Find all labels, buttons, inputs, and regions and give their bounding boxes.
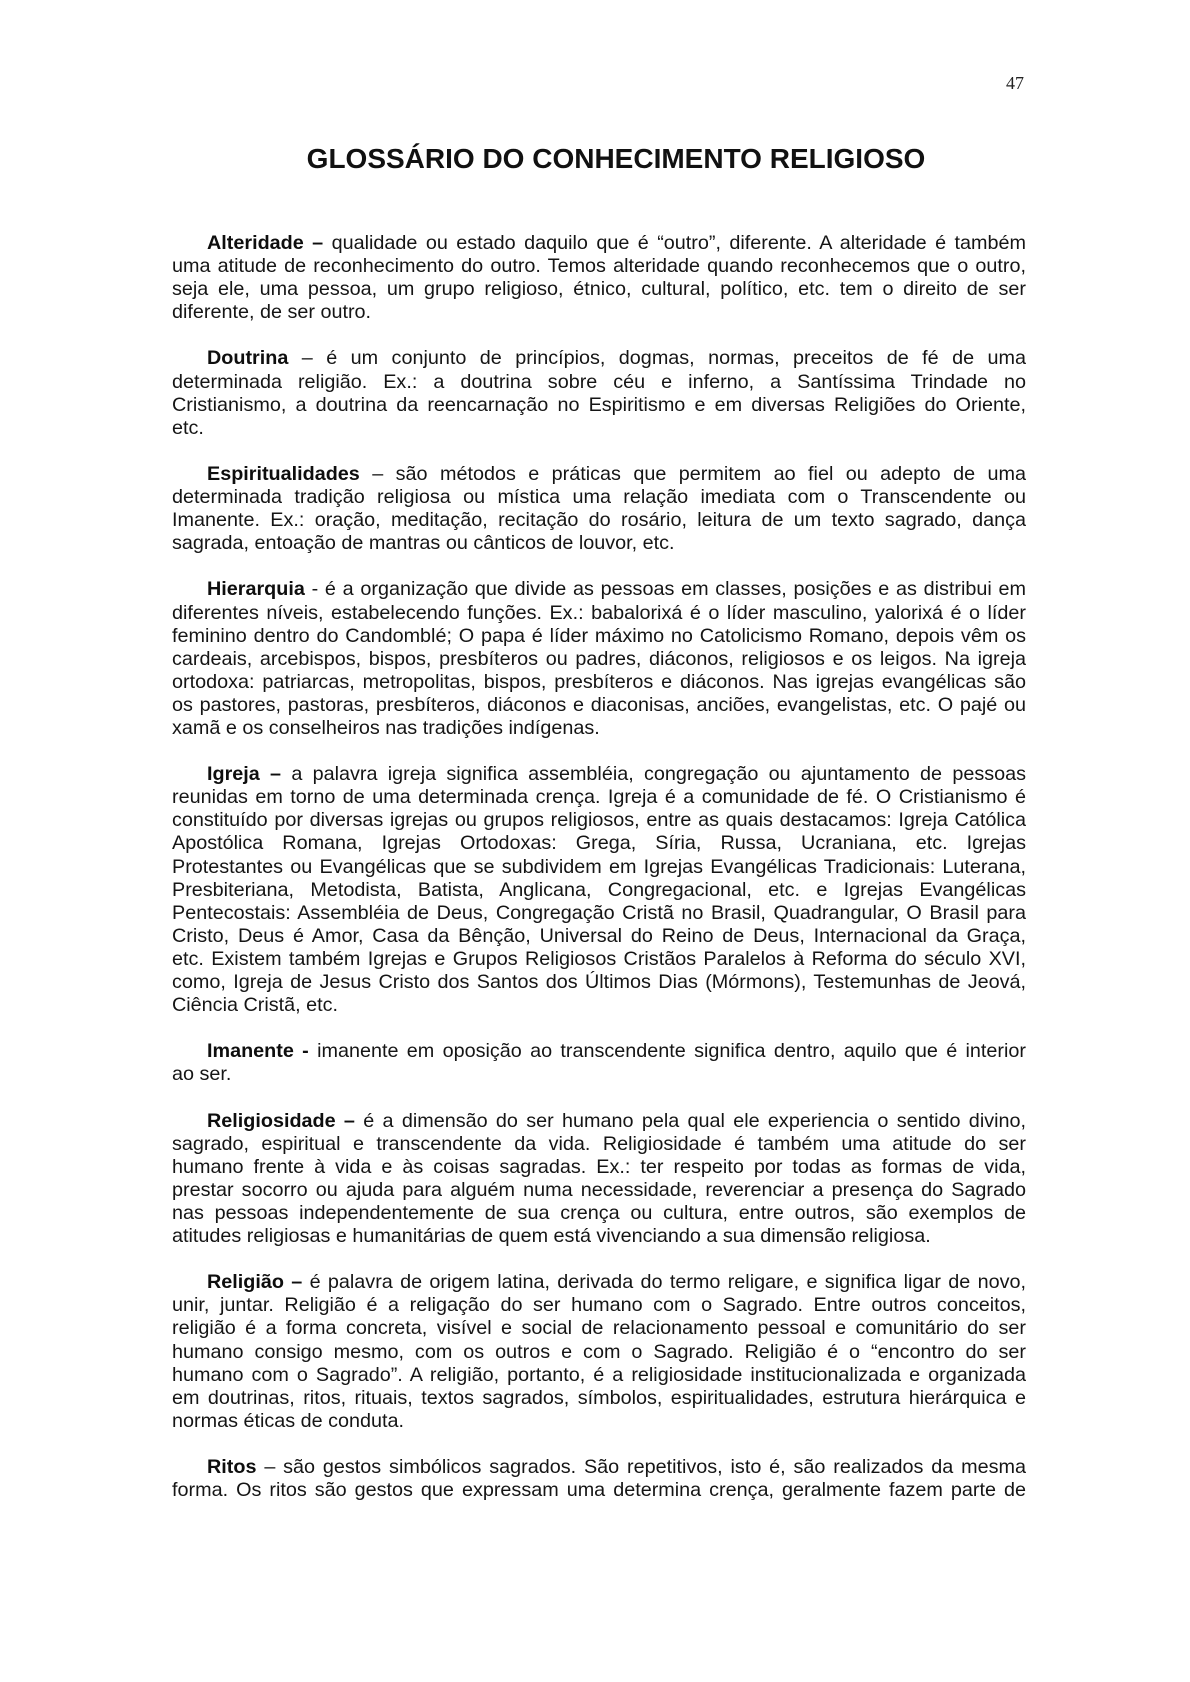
definition-line: Presbiteriana, Metodista, Batista, Anglicana, Congregacional, etc. e Igrejas Evangélicas	[172, 878, 1026, 901]
definition-text: é palavra de origem latina, derivada do termo religare, e significa ligar de novo,	[309, 1271, 1026, 1294]
definition-line: sagrado, espiritual e transcendente da vida. Religiosidade é também uma atitude do ser	[172, 1132, 1026, 1155]
definition-first-line	[172, 347, 1026, 370]
glossary-entry	[172, 1456, 1026, 1502]
definition-line: humano frente à vida e às coisas sagradas. Ex.: ter respeito por todas as formas de vida,	[172, 1155, 1026, 1178]
glossary-term: Igreja –	[207, 763, 282, 786]
definition-line: diferente, de ser outro.	[172, 301, 372, 324]
definition-line: Protestantes ou Evangélicas que se subdividem em Igrejas Evangélicas Tradicionais: Luterana,	[172, 855, 1026, 878]
definition-line: constituído por diversas igrejas ou grupos religiosos, entre as quais destacamos: Igreja Católica	[172, 809, 1026, 832]
definition-line: xamã e os conselheiros nas tradições indígenas.	[172, 716, 600, 739]
definition-line: ortodoxa: patriarcas, metropolitas, bispos, presbíteros e diáconos. Nas igrejas evangélicas são	[172, 670, 1026, 693]
definition-first-line	[172, 578, 1026, 601]
glossary-entry	[172, 1110, 1026, 1249]
definition-line: uma atitude de reconhecimento do outro. Temos alteridade quando reconhecemos que o outro,	[172, 255, 1026, 278]
definition-line: feminino dentro do Candomblé; O papa é líder máximo no Catolicismo Romano, depois vêm os	[172, 624, 1026, 647]
definition-text: a palavra igreja significa assembléia, congregação ou ajuntamento de pessoas	[291, 763, 1027, 786]
definition-text: - é a organização que divide as pessoas em classes, posições e as distribui em	[311, 578, 1026, 601]
definition-first-line	[172, 1040, 1026, 1063]
definition-line: humano com o Sagrado”. A religião, portanto, é a religiosidade institucionalizada e organizada	[172, 1363, 1026, 1386]
glossary-term: Hierarquia	[207, 578, 305, 601]
definition-first-line	[172, 463, 1026, 486]
definition-line: religião é a forma concreta, visível e social de relacionamento pessoal e comunitário do ser	[172, 1317, 1026, 1340]
definition-text: qualidade ou estado daquilo que é “outro”, diferente. A alteridade é também	[331, 232, 1026, 254]
glossary-entry	[172, 1271, 1026, 1433]
definition-text: – é um conjunto de princípios, dogmas, normas, preceitos de fé de uma	[301, 347, 1026, 370]
glossary-term: Religião –	[207, 1271, 303, 1294]
definition-line: nas pessoas independentemente de sua crença ou cultura, entre outros, são exemplos de	[172, 1201, 1026, 1224]
glossary-entry	[172, 578, 1026, 740]
glossary-term: Ritos	[207, 1455, 257, 1478]
glossary-entry	[172, 232, 1026, 324]
glossary-list	[172, 232, 1026, 1502]
definition-first-line	[172, 763, 1026, 786]
glossary-term: Imanente -	[207, 1040, 309, 1063]
definition-line: Cristo, Deus é Amor, Casa da Bênção, Universal do Reino de Deus, Internacional da Graça,	[172, 924, 1026, 947]
definition-text: – são métodos e práticas que permitem ao fiel ou adepto de uma	[372, 462, 1026, 485]
definition-line: como, Igreja de Jesus Cristo dos Santos dos Últimos Dias (Mórmons), Testemunhas de Jeová,	[172, 971, 1026, 993]
definition-line: humano consigo mesmo, com os outros e com o Sagrado. Religião é o “encontro do ser	[172, 1340, 1026, 1363]
glossary-term: Doutrina	[207, 347, 289, 370]
definition-line: determinada tradição religiosa ou mística uma relação imediata com o Transcendente ou	[172, 486, 1026, 509]
definition-first-line	[172, 1456, 1026, 1479]
definition-line: normas éticas de conduta.	[172, 1409, 405, 1432]
definition-line: Ciência Cristã, etc.	[172, 994, 338, 1017]
definition-line: Cristianismo, a doutrina da reencarnação no Espiritismo e em diversas Religiões do Oriente,	[172, 393, 1026, 416]
definition-line: atitudes religiosas e humanitárias de quem está vivenciando a sua dimensão religiosa.	[172, 1225, 931, 1248]
glossary-term: Alteridade –	[207, 232, 324, 254]
glossary-term: Religiosidade –	[207, 1109, 355, 1132]
glossary-entry	[172, 1040, 1026, 1086]
definition-line: unir, juntar. Religião é a religação do ser humano com o Sagrado. Entre outros conceitos,	[172, 1294, 1026, 1317]
definition-line: em doutrinas, ritos, rituais, textos sagrados, símbolos, espiritualidades, estrutura hierárquica e	[172, 1386, 1026, 1409]
glossary-term: Espiritualidades	[207, 462, 360, 485]
page-title: GLOSSÁRIO DO CONHECIMENTO RELIGIOSO	[306, 143, 926, 174]
definition-line: cardeais, arcebispos, bispos, presbíteros ou padres, diáconos, religiosos e os leigos. Na igreja	[172, 647, 1026, 670]
definition-line: reunidas em torno de uma determinada crença. Igreja é a comunidade de fé. O Cristianismo é	[172, 786, 1026, 809]
definition-line: determinada religião. Ex.: a doutrina sobre céu e inferno, a Santíssima Trindade no	[172, 370, 1026, 393]
definition-line: Apostólica Romana, Igrejas Ortodoxas: Grega, Síria, Russa, Ucraniana, etc. Igrejas	[172, 832, 1026, 855]
definition-text: é a dimensão do ser humano pela qual ele experiencia o sentido divino,	[363, 1109, 1026, 1132]
definition-first-line	[172, 232, 1026, 255]
definition-text: imanente em oposição ao transcendente significa dentro, aquilo que é interior	[317, 1040, 1026, 1063]
definition-line: ao ser.	[172, 1063, 232, 1086]
definition-line: etc.	[172, 416, 204, 439]
page-number: 47	[1006, 73, 1024, 93]
definition-text: – são gestos simbólicos sagrados. São repetitivos, isto é, são realizados da mesma	[264, 1455, 1026, 1478]
glossary-entry	[172, 463, 1026, 555]
definition-line: etc. Existem também Igrejas e Grupos Religiosos Cristãos Paralelos à Reforma do século XVI,	[172, 947, 1026, 970]
definition-line: Imanente. Ex.: oração, meditação, recitação do rosário, leitura de um texto sagrado, dança	[172, 509, 1026, 532]
glossary-entry	[172, 347, 1026, 439]
definition-first-line	[172, 1110, 1026, 1133]
definition-line: forma. Os ritos são gestos que expressam uma determina crença, geralmente fazem parte de	[172, 1479, 1026, 1502]
definition-line: Pentecostais: Assembléia de Deus, Congregação Cristã no Brasil, Quadrangular, O Brasil para	[172, 901, 1026, 924]
definition-line: diferentes níveis, estabelecendo funções. Ex.: babalorixá é o líder masculino, yalorixá é o líder	[172, 601, 1026, 624]
definition-line: sagrada, entoação de mantras ou cânticos de louvor, etc.	[172, 532, 675, 555]
definition-line: seja ele, uma pessoa, um grupo religioso, étnico, cultural, político, etc. tem o direito de ser	[172, 278, 1026, 301]
glossary-entry	[172, 763, 1026, 1017]
definition-line: prestar socorro ou ajuda para alguém numa necessidade, reverenciar a presença do Sagrado	[172, 1178, 1026, 1201]
definition-first-line	[172, 1271, 1026, 1294]
definition-line: os pastores, pastoras, presbíteros, diáconos e diaconisas, anciões, evangelistas, etc. O pajé ou	[172, 693, 1026, 716]
